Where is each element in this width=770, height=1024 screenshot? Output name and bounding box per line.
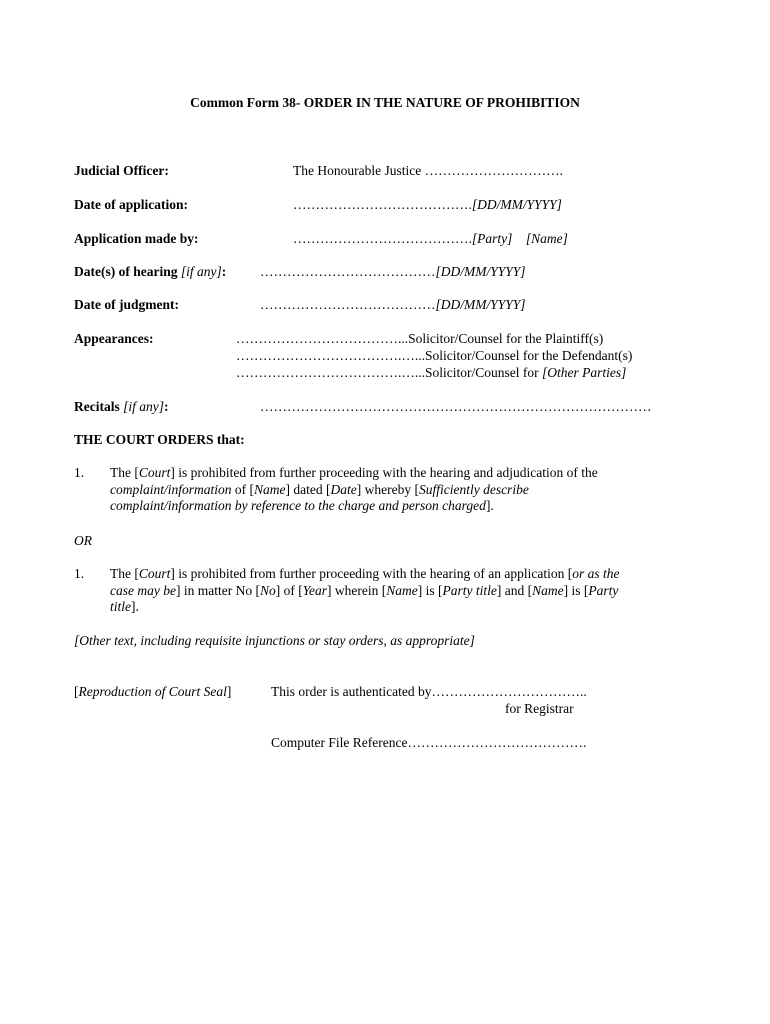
order-number: 1. (74, 566, 85, 581)
date-of-judgment-value: …………………………………[DD/MM/YYYY] (260, 297, 526, 312)
appearance-line-other: ……………………………….…...Solicitor/Counsel for [Other Parties] (236, 365, 627, 380)
order-number: 1. (74, 465, 85, 480)
application-made-by-value: ………………………………….[Party] [Name] (293, 231, 568, 246)
form-title: Common Form 38- ORDER IN THE NATURE OF PROHIBITION (190, 95, 580, 110)
court-seal-placeholder: [Reproduction of Court Seal] (74, 684, 232, 699)
authentication-line: This order is authenticated by…………………………….. (271, 684, 587, 699)
or-separator: OR (74, 533, 92, 548)
order-1-line-3: complaint/information by reference to the charge and person charged]. (110, 498, 494, 513)
order-paragraph-2 (110, 566, 710, 616)
dates-of-hearing-label: Date(s) of hearing [if any]: (74, 264, 227, 279)
date-of-judgment-label: Date of judgment: (74, 297, 179, 312)
date-of-application-label: Date of application: (74, 197, 188, 212)
appearances-label: Appearances: (74, 331, 154, 346)
judicial-officer-value: The Honourable Justice …………………………. (293, 163, 563, 178)
computer-file-reference: Computer File Reference…………………………………. (271, 735, 587, 750)
order-paragraph-1 (110, 465, 710, 515)
court-orders-heading: THE COURT ORDERS that: (74, 432, 245, 447)
dates-of-hearing-value: …………………………………[DD/MM/YYYY] (260, 264, 526, 279)
application-made-by-label: Application made by: (74, 231, 199, 246)
judicial-officer-label: Judicial Officer: (74, 163, 169, 178)
order-2-line-1: The [Court] is prohibited from further proceeding with the hearing of an application [or as the (110, 566, 620, 581)
appearance-line-defendant: ……………………………….…...Solicitor/Counsel for the Defendant(s) (236, 348, 633, 363)
recitals-label: Recitals [if any]: (74, 399, 169, 414)
date-of-application-value: ………………………………….[DD/MM/YYYY] (293, 197, 562, 212)
order-2-line-2: case may be] in matter No [No] of [Year] wherein [Name] is [Party title] and [Name] is [Party (110, 582, 619, 598)
order-1-line-1: The [Court] is prohibited from further proceeding with the hearing and adjudication of the (110, 465, 598, 480)
order-2-line-3: title]. (110, 599, 139, 614)
order-1-line-2: complaint/information of [Name] dated [Date] whereby [Sufficiently describe (110, 481, 529, 497)
for-registrar: for Registrar (505, 701, 574, 716)
other-text-note: [Other text, including requisite injunctions or stay orders, as appropriate] (74, 633, 475, 648)
appearance-line-plaintiff: ………………………………...Solicitor/Counsel for the Plaintiff(s) (236, 331, 604, 346)
recitals-value: …………………………………………………………………………… (260, 399, 652, 414)
